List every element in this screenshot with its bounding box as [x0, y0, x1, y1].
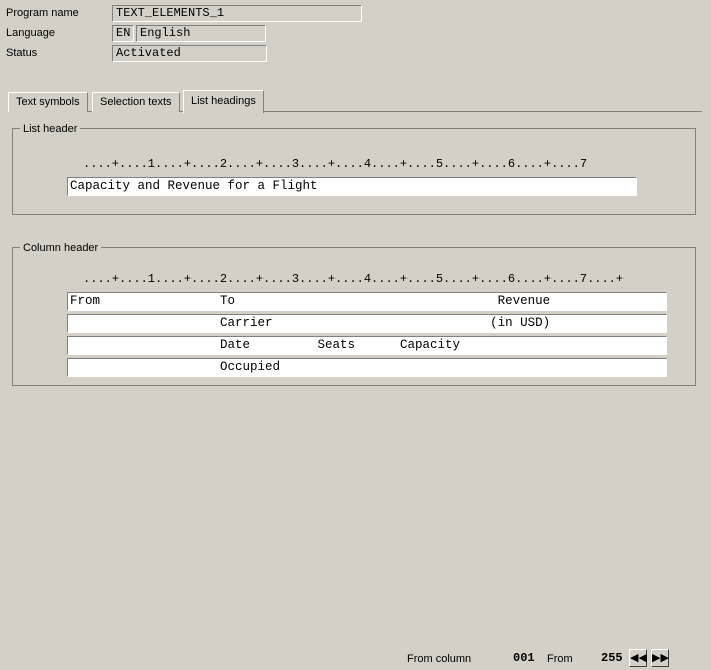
program-name-label: Program name: [6, 7, 79, 19]
list-header-legend: List header: [20, 123, 80, 135]
column-header-line-3[interactable]: Date Seats Capacity: [67, 336, 667, 355]
tab-text-symbols[interactable]: Text symbols: [8, 92, 88, 112]
from-column-label: From column: [407, 653, 472, 665]
list-header-text-input[interactable]: Capacity and Revenue for a Flight: [67, 177, 637, 196]
form-row-language: [6, 25, 696, 42]
language-label: Language: [6, 27, 55, 39]
form-row-program-name: [6, 5, 696, 22]
from-value: 255: [601, 651, 623, 665]
from-column-value: 001: [513, 651, 535, 665]
column-header-line-2[interactable]: Carrier (in USD): [67, 314, 667, 333]
tab-selection-texts[interactable]: Selection texts: [92, 92, 180, 112]
first-page-glyph: ◀◀: [630, 652, 647, 664]
column-header-group: [12, 242, 696, 665]
last-page-icon[interactable]: [651, 649, 669, 667]
column-header-ruler: ....+....1....+....2....+....3....+....4....+....5....+....6....+....7....+: [83, 272, 624, 286]
list-header-group: [12, 123, 696, 215]
program-name-field[interactable]: TEXT_ELEMENTS_1: [112, 5, 362, 22]
language-key-field[interactable]: EN: [112, 25, 134, 42]
from-label: From: [547, 653, 573, 665]
first-page-icon[interactable]: [629, 649, 647, 667]
list-header-ruler: ....+....1....+....2....+....3....+....4....+....5....+....6....+....7: [83, 157, 588, 171]
column-header-legend: Column header: [20, 242, 101, 254]
form-row-status: [6, 45, 696, 62]
column-header-line-4[interactable]: Occupied: [67, 358, 667, 377]
program-attributes-form: [6, 5, 696, 65]
status-field: Activated: [112, 45, 267, 62]
column-navigation-bar: [13, 648, 697, 670]
status-label: Status: [6, 47, 38, 59]
tab-strip: [8, 90, 702, 112]
last-page-glyph: ▶▶: [652, 652, 669, 664]
language-text-field: English: [136, 25, 266, 42]
tab-list-headings[interactable]: List headings: [183, 90, 264, 113]
column-header-line-1[interactable]: From To Revenue: [67, 292, 667, 311]
